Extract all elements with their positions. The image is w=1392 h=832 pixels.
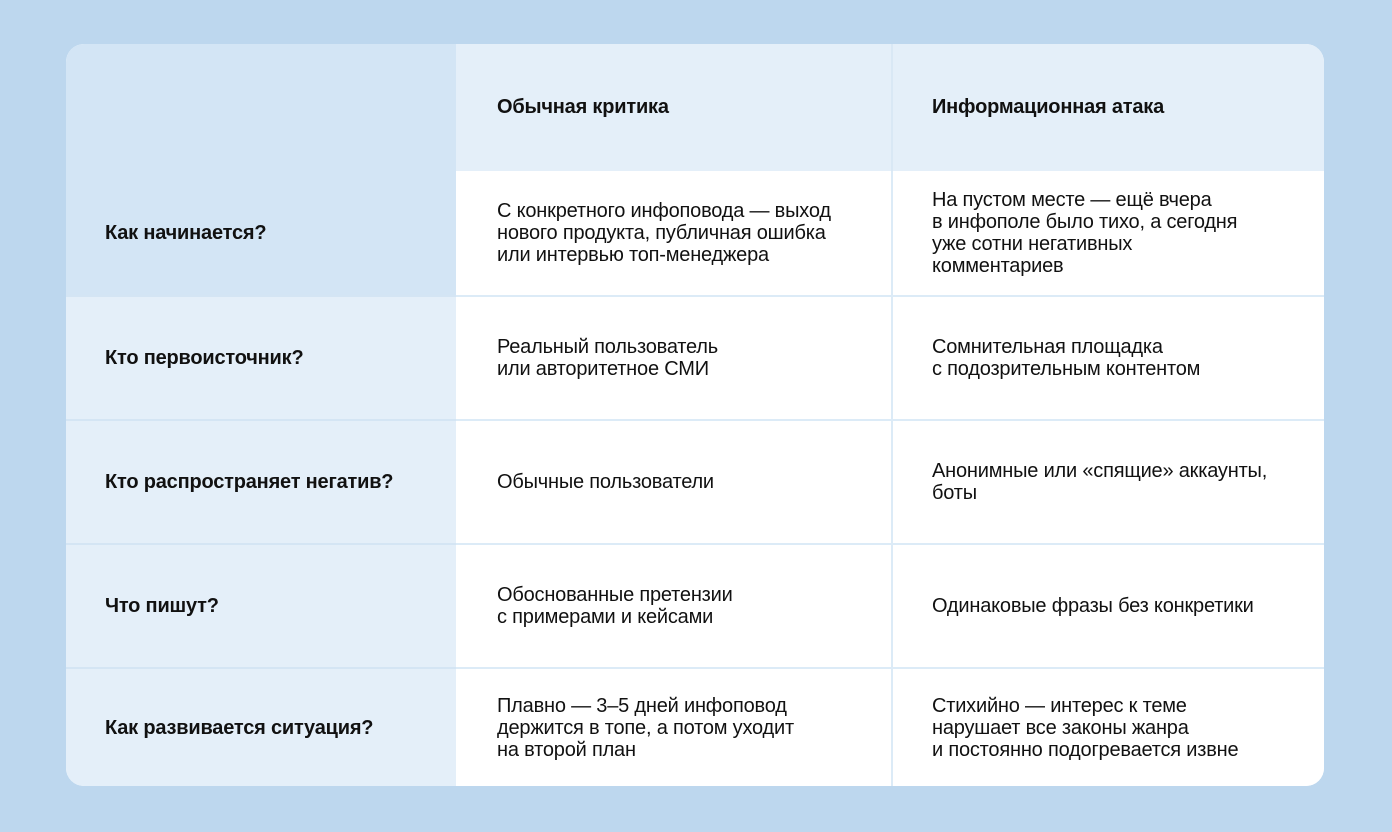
row-header: Как развивается ситуация? xyxy=(66,667,456,786)
row-header: Как начинается? xyxy=(66,171,456,295)
comparison-card xyxy=(66,44,1324,786)
table-cell-regular: Плавно — 3–5 дней инфоповод держится в топе, а потом уходит на второй план xyxy=(456,667,891,786)
column-header-information-attack: Информационная атака xyxy=(891,44,1324,171)
column-header-regular-criticism: Обычная критика xyxy=(456,44,891,171)
table-cell-regular: Обоснованные претензии с примерами и кейсами xyxy=(456,543,891,667)
comparison-table xyxy=(66,44,1324,786)
table-cell-regular: Реальный пользователь или авторитетное СМИ xyxy=(456,295,891,419)
table-corner xyxy=(66,44,456,171)
row-header: Кто распространяет негатив? xyxy=(66,419,456,543)
row-header: Кто первоисточник? xyxy=(66,295,456,419)
row-header: Что пишут? xyxy=(66,543,456,667)
table-cell-attack: Сомнительная площадка с подозрительным контентом xyxy=(891,295,1324,419)
table-cell-attack: На пустом месте — ещё вчера в инфополе было тихо, а сегодня уже сотни негативных комментариев xyxy=(891,171,1324,295)
table-cell-regular: С конкретного инфоповода — выход нового продукта, публичная ошибка или интервью топ-менеджера xyxy=(456,171,891,295)
table-cell-attack: Стихийно — интерес к теме нарушает все законы жанра и постоянно подогревается извне xyxy=(891,667,1324,786)
table-cell-regular: Обычные пользователи xyxy=(456,419,891,543)
table-cell-attack: Анонимные или «спящие» аккаунты, боты xyxy=(891,419,1324,543)
table-cell-attack: Одинаковые фразы без конкретики xyxy=(891,543,1324,667)
